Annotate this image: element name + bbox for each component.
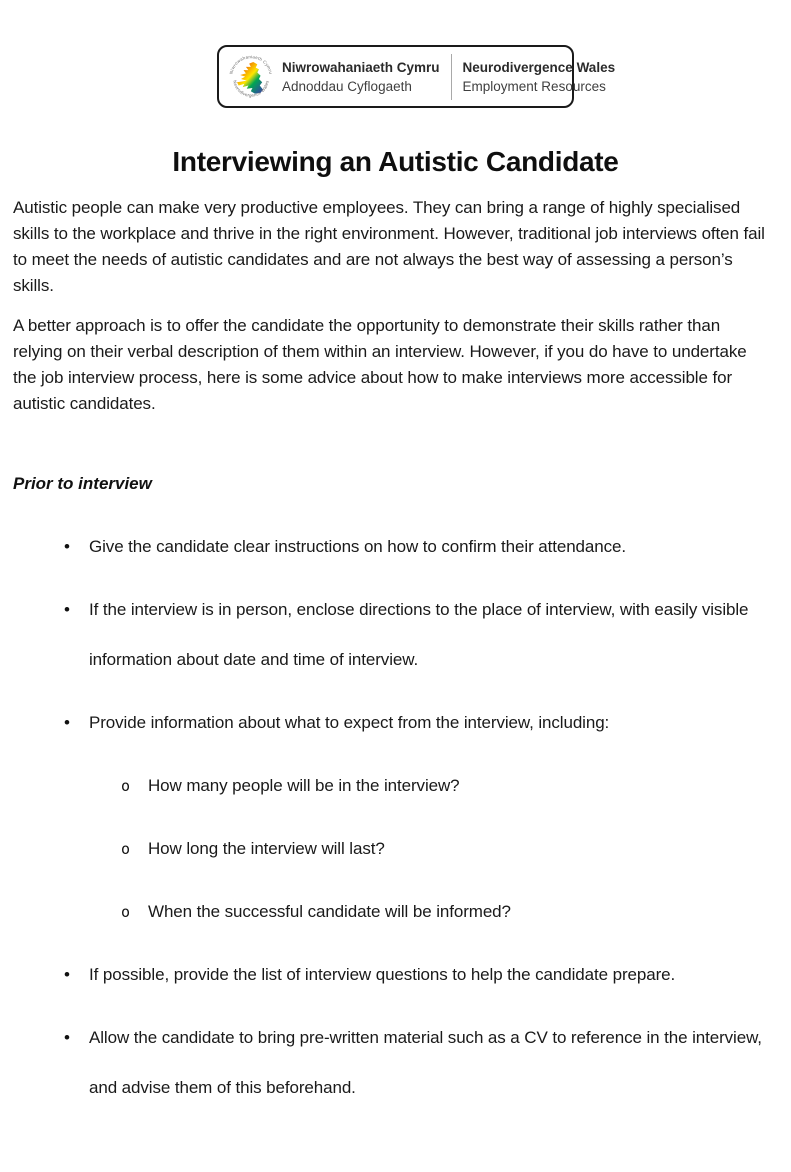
logo-text-welsh (282, 58, 440, 96)
intro-paragraph-1: Autistic people can make very productive employees. They can bring a range of highly specialised skills to the workplace and thrive in the right environment. However, traditional job interviews often fail to meet the needs of autistic candidates and are not always the best way of assessing a person’s skills. (13, 198, 765, 295)
list-item (64, 1013, 791, 1113)
org-name-english: Neurodivergence Wales (462, 59, 616, 75)
page-title: Interviewing an Autistic Candidate (172, 146, 619, 177)
sub-bullet-icon: o (121, 903, 130, 921)
sub-list-item-text: How long the interview will last? (148, 839, 385, 858)
sub-list-item (64, 887, 791, 937)
section-heading-prior-to-interview: Prior to interview (13, 474, 152, 493)
list-item-text: Provide information about what to expect from the interview, including: (89, 713, 610, 732)
list-item-text: Allow the candidate to bring pre-written material such as a CV to reference in the interview, and advise them of this beforehand. (89, 1028, 762, 1097)
list-item-text: If the interview is in person, enclose directions to the place of interview, with easily visible information about date and time of interview. (89, 600, 749, 669)
sub-bullet-icon: o (121, 777, 130, 795)
org-subtitle-english: Employment Resources (462, 78, 606, 94)
bullet-icon: • (64, 1028, 70, 1047)
logo-arc-text-bottom: Neurodivergence Wales (232, 79, 270, 98)
sub-list-item-text: How many people will be in the interview? (148, 776, 460, 795)
org-subtitle-welsh: Adnoddau Cyflogaeth (282, 78, 412, 94)
list-item (64, 522, 791, 572)
sub-bullet-icon: o (121, 840, 130, 858)
document-body (0, 146, 791, 1113)
list-item-text: If possible, provide the list of interview questions to help the candidate prepare. (89, 965, 676, 984)
logo-text-english (463, 58, 616, 96)
list-item (64, 698, 791, 748)
intro-paragraph-2: A better approach is to offer the candidate the opportunity to demonstrate their skills rather than relying on their verbal description of them within an interview. However, if you do have to undertake the job interview process, here is some advice about how to make interviews more accessible for autistic candidates. (13, 316, 747, 413)
logo-banner (217, 45, 616, 108)
org-name-welsh: Niwrowahaniaeth Cymru (282, 59, 440, 75)
logo-divider (451, 54, 452, 100)
bullet-icon: • (64, 713, 70, 732)
list-item-text: Give the candidate clear instructions on how to confirm their attendance. (89, 537, 626, 556)
list-item (64, 950, 791, 1000)
bullet-list (13, 522, 791, 1113)
list-item (64, 585, 791, 685)
sub-list-item (64, 824, 791, 874)
bullet-icon: • (64, 537, 70, 556)
sub-list-item (64, 761, 791, 811)
wales-map-rainbow-icon (226, 52, 276, 102)
logo-arc-text-top: Niwrowahaniaeth Cymru (228, 53, 274, 75)
sub-list-item-text: When the successful candidate will be informed? (148, 902, 511, 921)
bullet-icon: • (64, 965, 70, 984)
bullet-icon: • (64, 600, 70, 619)
